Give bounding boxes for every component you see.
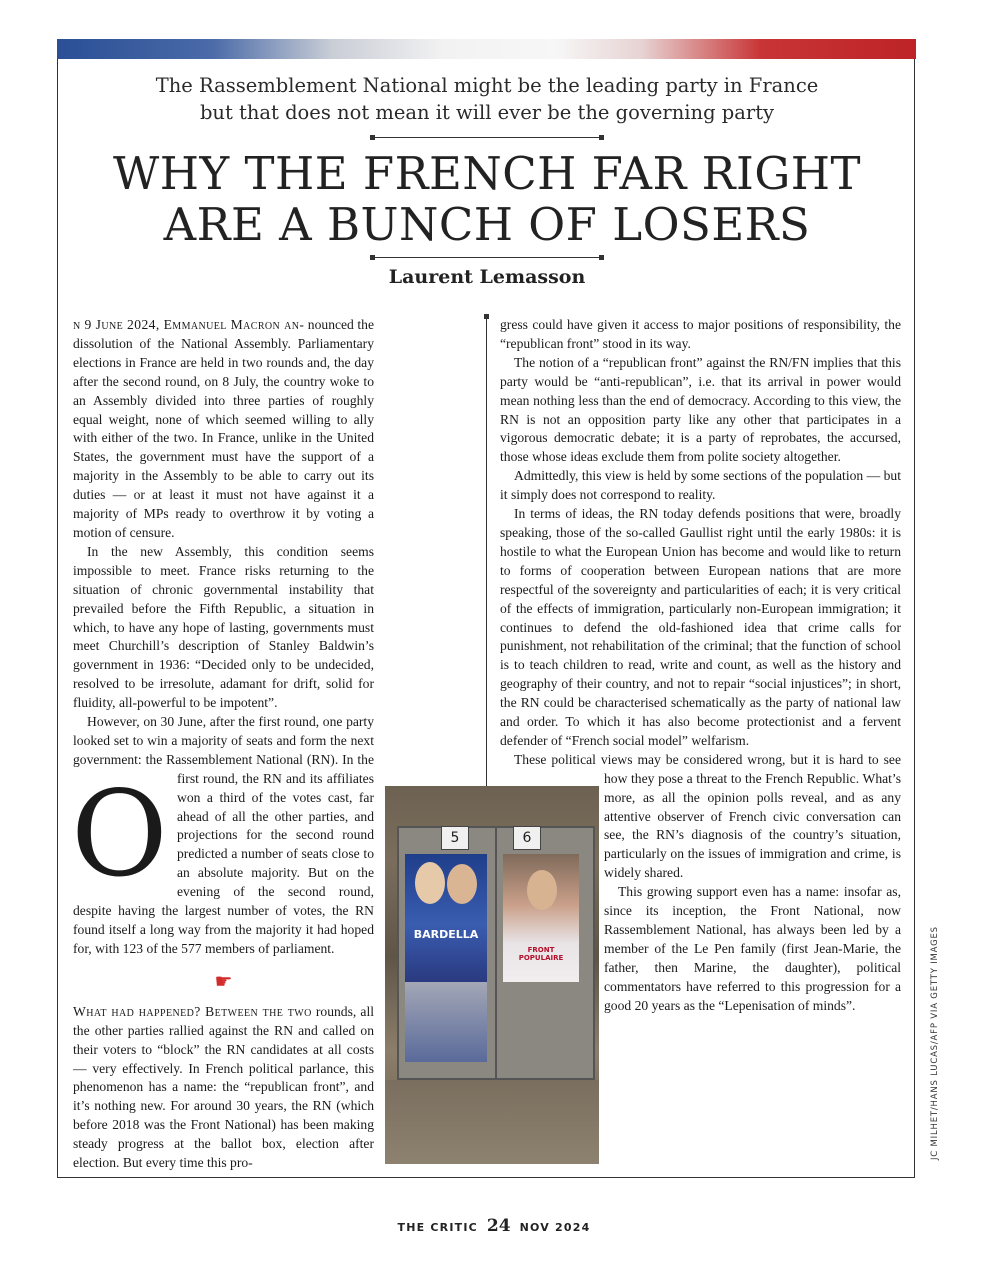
photo-credit: JC MILHET/HANS LUCAS/AFP VIA GETTY IMAGES	[930, 926, 940, 1160]
rule-top	[372, 137, 602, 138]
standfirst-line-2: but that does not mean it will ever be the governing party	[199, 101, 775, 124]
headline-line-1: WHY THE FRENCH FAR RIGHT	[112, 147, 862, 200]
drop-cap: O	[71, 765, 168, 903]
tricolour-banner	[57, 39, 916, 59]
poster-left-caption: BARDELLA	[413, 928, 479, 941]
footer-date: NOV 2024	[519, 1221, 591, 1234]
pointing-hand-icon: ☛	[214, 970, 233, 993]
paragraph-8: In terms of ideas, the RN today defends positions that were, broadly speaking, those of the so-called Gaullist right until the early 1980s: it is hostile to what the European Union has become and would like to return to forms of cooperation between European nations that are more respectful of the sovereignty and particularities of each; it is very critical of the effects of immigration, particularly non-European immigration; it continues to defend the old-fashioned idea that crime calls for punishment, not rehabilitation of the criminal; that the function of school is to teach children to read, write and count, as well as the history and geography of their country, and not to repair “social injustices”; in short, the RN could be characterised schematically as the party of national law and order. To which it has also become protectionist and a fervent defender of “French social model” welfarism.	[500, 506, 901, 748]
paragraph-2: In the new Assembly, this condition seems impossible to meet. France risks returning to the situation of chronic governmental instability that prevailed before the Fifth Republic, a situation in which, to have any hope of lasting, governments must meet Churchill’s description of Stanley Baldwin’s government in 1936: “Decided only to be undecided, resolved to be irresolute, adamant for drift, solid for fluidity, all-powerful to be impotent”.	[73, 543, 374, 711]
paragraph-1-body: nounced the dissolution of the National Assembly. Parliamentary elections in France are held in two rounds and, the day after the second round, on 8 July, the country woke to an Assembly divided into three parties of roughly equal weight, none of which seemed willing to ally with either of the two. In France, unlike in the United States, the government must have the support of a majority in the Assembly to be able to carry out its duties — or at least it must not have against it a majority of MPs ready to overthrow it by voting a motion of censure.	[73, 317, 374, 540]
paragraph-3: However, on 30 June, after the first round, one party looked set to win a majority of seats and form the next government: the Rassemblement National (RN). In the first round, the RN and its affiliates won a third of the votes cast, far ahead of all the other parties, and projections for the second round predicted a number of seats close to an absolute majority. But on the evening of the second round, despite having the largest number of votes, the RN found itself a long way from the majority it had hoped for, with 123 of the 577 members of parliament.	[73, 714, 374, 956]
rule-bottom	[372, 257, 602, 258]
paragraph-1-lead: n 9 June 2024, Emmanuel Macron an-	[73, 317, 305, 332]
campaign-poster-left-lower	[405, 982, 487, 1062]
portrait-left-1	[415, 862, 445, 904]
portrait-left-2	[447, 864, 477, 904]
paragraph-4-body: rounds, all the other parties rallied against the RN and called on their voters to “block” the RN candidates at all costs — very effectively. In French political parlance, this phenomenon has a name: the “republican front”, and it’s nothing new. For around 30 years, the RN (which before 2018 was the Front National) has been making steady progress at the ballot box, election after election. But every time this pro-	[73, 1003, 374, 1171]
headline	[60, 148, 914, 250]
section-lead: What had happened? Between the two	[73, 1003, 312, 1019]
footer-magazine: THE CRITIC	[397, 1221, 478, 1234]
poster-right-caption: FRONT POPULAIRE	[518, 946, 564, 962]
byline: Laurent Lemasson	[388, 266, 586, 288]
panel-number-6: 6	[513, 826, 541, 850]
page-footer	[300, 1216, 688, 1236]
footer-page-number: 24	[486, 1216, 511, 1236]
paragraph-5: gress could have given it access to major positions of responsibility, the “republican front” stood in its way.	[500, 317, 901, 351]
election-poster-photo	[385, 786, 599, 1164]
paragraph-9: These political views may be considered wrong, but it is hard to see how they pose a threat to the French Republic. What’s more, as all the opinion polls reveal, and as any attentive observer of French civic conversation can see, the RN’s diagnosis of the country’s situation, particularly on the issues of immigration and crime, is widely shared.	[514, 751, 901, 881]
standfirst-line-1: The Rassemblement National might be the leading party in France	[155, 74, 819, 97]
paragraph-6: The notion of a “republican front” against the RN/FN implies that this party would be “anti-republican”, i.e. that its arrival in power would mean nothing less than the end of democracy. According to this view, the RN is not an opposition party like any other that participates in a vigorous democratic debate; it is a party of reprobates, the accursed, those whose ideas exclude them from polite society altogether.	[500, 354, 901, 465]
portrait-right	[527, 870, 557, 910]
paragraph-7: Admittedly, this view is held by some sections of the population — but it simply does not correspond to reality.	[500, 468, 901, 503]
paragraph-10: This growing support even has a name: insofar as, since its inception, the Front National, now Rassemblement National, has always been led by a member of the Le Pen family (first Jean-Marie, the father, then Marine, the daughter), political commentators have referred to this progression for a good 20 years as the “Lepenisation of minds”.	[604, 884, 901, 1013]
photo-ground	[385, 1080, 599, 1164]
panel-number-5: 5	[441, 826, 469, 850]
headline-line-2: ARE A BUNCH OF LOSERS	[163, 198, 811, 251]
standfirst	[90, 72, 884, 126]
